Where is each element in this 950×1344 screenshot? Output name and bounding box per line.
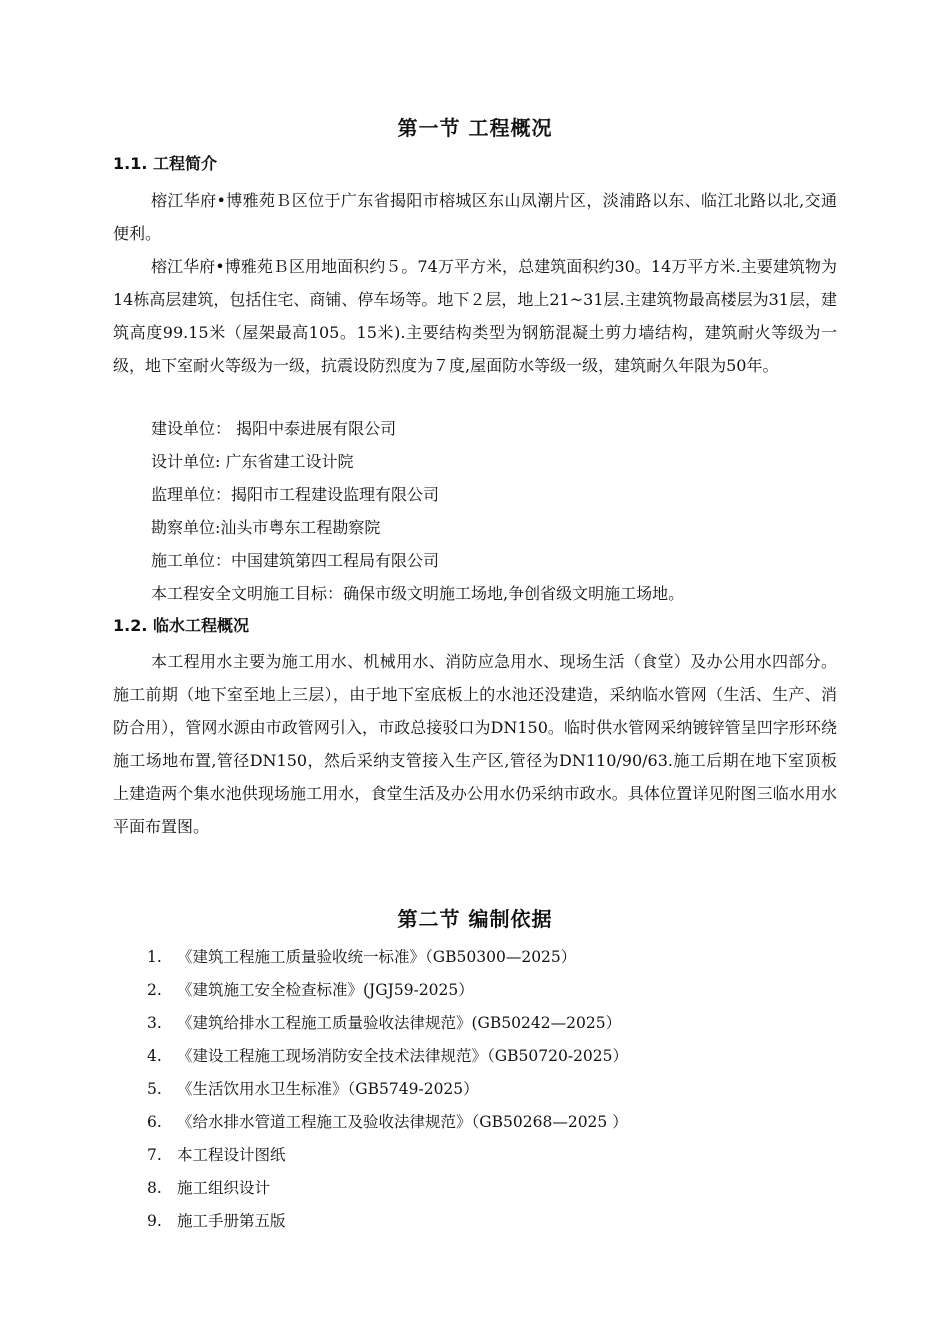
section-1-title: 第一节 工程概况 [397, 116, 553, 140]
water-overview-paragraph: 本工程用水主要为施工用水、机械用水、消防应急用水、现场生活（食堂）及办公用水四部分。施工前期（地下室至地上三层），由于地下室底板上的水池还没建造，采纳临水管网（生活、生产、消防合用），管网水源由市政管网引入，市政总接驳口为DN150。临时供水管网采纳镀锌管呈凹字形环绕施工场地布置,管径DN150，然后采纳支管接入生产区,管径为DN110/90/63.施工后期在地下室顶板上建造两个集水池供现场施工用水，食堂生活及办公用水仍采纳市政水。具体位置详见附图三临水用水平面布置图。 [113, 652, 837, 836]
reference-number: 4. [147, 1047, 162, 1065]
reference-item [147, 1106, 628, 1139]
reference-number: 3. [147, 1014, 162, 1032]
intro-paragraph-scale: 榕江华府•博雅苑Ｂ区用地面积约５。74万平方米，总建筑面积约30。14万平方米.主要建筑物为14栋高层建筑，包括住宅、商铺、停车场等。地下２层，地上21~31层.主建筑物最高楼层为31层，建筑高度99.15米（屋架最高105。15米).主要结构类型为钢筋混凝土剪力墙结构，建筑耐火等级为一级，地下室耐火等级为一级，抗震设防烈度为７度,屋面防水等级一级，建筑耐久年限为50年。 [113, 257, 837, 375]
reference-item [147, 1172, 628, 1205]
reference-text: 《建筑施工安全检查标准》(JGJ59-2025） [177, 981, 474, 999]
reference-item [147, 974, 628, 1007]
construction-unit-line: 施工单位：中国建筑第四工程局有限公司 [151, 551, 440, 570]
supervision-unit-line: 监理单位：揭阳市工程建设监理有限公司 [151, 485, 440, 504]
reference-text: 《建筑给排水工程施工质量验收法律规范》(GB50242—2025） [177, 1014, 622, 1032]
reference-item [147, 941, 628, 974]
reference-number: 9. [147, 1212, 162, 1230]
subsection-1-1-title: 1.1. 工程简介 [113, 154, 217, 173]
survey-unit-line: 勘察单位:汕头市粤东工程勘察院 [151, 518, 381, 537]
design-unit-line: 设计单位: 广东省建工设计院 [151, 452, 354, 471]
reference-text: 《生活饮用水卫生标准》（GB5749-2025） [177, 1080, 479, 1098]
reference-item [147, 1040, 628, 1073]
reference-number: 7. [147, 1146, 162, 1164]
reference-number: 1. [147, 948, 162, 966]
section-2-title: 第二节 编制依据 [397, 907, 553, 931]
reference-item [147, 1073, 628, 1106]
reference-number: 6. [147, 1113, 162, 1131]
subsection-1-2-title: 1.2. 临水工程概况 [113, 616, 249, 635]
reference-number: 8. [147, 1179, 162, 1197]
reference-number: 5. [147, 1080, 162, 1098]
reference-item [147, 1139, 628, 1172]
reference-number: 2. [147, 981, 162, 999]
reference-text: 《建设工程施工现场消防安全技术法律规范》（GB50720-2025） [177, 1047, 629, 1065]
builder-unit-line: 建设单位： 揭阳中泰进展有限公司 [151, 419, 397, 438]
intro-paragraph-location: 榕江华府•博雅苑Ｂ区位于广东省揭阳市榕城区东山凤潮片区，淡浦路以东、临江北路以北,交通便利。 [113, 191, 837, 243]
reference-item [147, 1205, 628, 1238]
reference-text: 本工程设计图纸 [177, 1146, 286, 1164]
safety-goal-line: 本工程安全文明施工目标：确保市级文明施工场地,争创省级文明施工场地。 [151, 584, 685, 603]
reference-text: 《给水排水管道工程施工及验收法律规范》（GB50268—2025 ） [177, 1113, 628, 1131]
reference-item [147, 1007, 628, 1040]
reference-list [147, 941, 628, 1238]
reference-text: 施工手册第五版 [177, 1212, 286, 1230]
reference-text: 施工组织设计 [177, 1179, 271, 1197]
reference-text: 《建筑工程施工质量验收统一标准》（GB50300—2025） [177, 948, 577, 966]
